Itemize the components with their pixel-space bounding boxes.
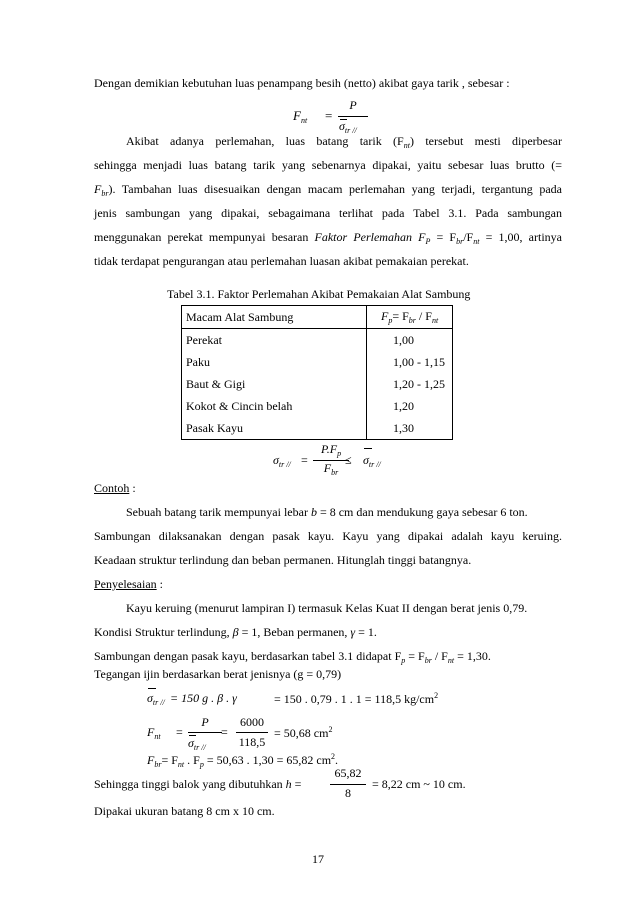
- table-cell-value: 1,00 - 1,15: [367, 351, 453, 373]
- table-cell-name: Baut & Gigi: [182, 373, 367, 395]
- para1-line3: $F_{br}$). Tambahan luas disesuaikan dengan macam perlemahan yang terjadi, tergantung pada: [94, 182, 562, 198]
- table-caption: Tabel 3.1. Faktor Perlemahan Akibat Pemakaian Alat Sambung: [167, 287, 471, 301]
- para1-line1: Akibat adanya perlemahan, luas batang tarik $(F_{nt})$ tersebut mesti diperbesar: [126, 134, 562, 150]
- table-cell-value: 1,30: [367, 417, 453, 440]
- table-row: [182, 395, 453, 417]
- height-line: Sehingga tinggi balok yang dibutuhkan h =: [94, 777, 302, 791]
- eq1-middle: = 150 g . β . γ: [170, 691, 237, 705]
- table-header-row: [182, 306, 453, 329]
- contoh-heading: Contoh :: [94, 481, 136, 495]
- eq2-eq2: =: [221, 725, 228, 739]
- table-3-1: [181, 305, 453, 440]
- table-cell-name: Paku: [182, 351, 367, 373]
- formula2-rhs: $\sigma_{tr //}$: [363, 453, 381, 469]
- height-fraction-bar: [330, 784, 366, 785]
- contoh-line2: Sambungan dilaksanakan dengan pasak kayu. Kayu yang dipakai adalah kayu keruing.: [94, 529, 562, 543]
- table-header-col2: $F_p= F_{br} / F_{nt}$: [367, 306, 453, 329]
- table-row: [182, 373, 453, 395]
- para1-line2: sehingga menjadi luas batang tarik yang sebenarnya dipakai, yaitu sebesar luas brutto (=: [94, 158, 562, 172]
- eq1-rhs: = 150 . 0,79 . 1 . 1 = 118,5 $kg/cm^2$: [274, 691, 439, 706]
- eq2-num1: P: [201, 715, 209, 729]
- penyelesaian-line2: Kondisi Struktur terlindung, β = 1, Beban permanen, γ = 1.: [94, 625, 377, 639]
- penyelesaian-line4: Tegangan ijin berdasarkan berat jenisnya (g = 0,79): [94, 667, 342, 681]
- para1-line6: tidak terdapat pengurangan atau perlemahan luasan akibat pemakaian perekat.: [94, 254, 469, 268]
- final-line: Dipakai ukuran batang 8 cm x 10 cm.: [94, 804, 275, 818]
- formula2-numerator: $P.F_p$: [320, 442, 342, 458]
- table-cell-value: 1,00: [367, 329, 453, 352]
- eq2-fraction-bar2: [236, 732, 268, 733]
- formula2-eq: =: [301, 453, 308, 467]
- eq1-sigma: $\sigma_{tr //}$: [147, 691, 165, 707]
- table-cell-name: Kokot & Cincin belah: [182, 395, 367, 417]
- eq2-eq: =: [176, 725, 183, 739]
- table-row: [182, 351, 453, 373]
- para1-line5: menggunakan perekat mempunyai besaran Faktor Perlemahan $F_P = F_{br}/F_{nt} = 1,00$, artinya: [94, 230, 562, 246]
- formula1-eq: =: [325, 108, 333, 123]
- formula2-rhs-bar: [364, 448, 372, 449]
- contoh-line3: Keadaan struktur terlindung dan beban permanen. Hitunglah tinggi batangnya.: [94, 553, 472, 567]
- intro-line: Dengan demikian kebutuhan luas penampang besih (netto) akibat gaya tarik , sebesar :: [94, 76, 510, 90]
- para1-line4: jenis sambungan yang dipakai, sebagaimana terlihat pada Tabel 3.1. Pada sambungan: [94, 206, 562, 220]
- eq2-rhs: = 50,68 $cm^2$: [274, 725, 333, 740]
- eq2-num2: 6000: [240, 715, 264, 729]
- height-numerator: 65,82: [334, 766, 362, 780]
- eq2-fraction-bar1: [188, 732, 222, 733]
- table-header-col1: Macam Alat Sambung: [182, 306, 367, 329]
- penyelesaian-line3: Sambungan dengan pasak kayu, berdasarkan tabel 3.1 didapat $F_p = F_{br} / F_{nt} = 1,30$.: [94, 649, 491, 665]
- table-cell-name: Pasak Kayu: [182, 417, 367, 440]
- eq2-den1: $\sigma_{tr //}$: [188, 736, 206, 752]
- eq2-den2: 118,5: [238, 735, 266, 749]
- table-row: [182, 417, 453, 440]
- formula1-fraction-bar: [338, 116, 368, 117]
- formula2-denominator: $F_{br}$: [323, 461, 339, 477]
- penyelesaian-heading: Penyelesaian :: [94, 577, 163, 591]
- eq2-lhs: $F_{nt}$: [147, 725, 161, 741]
- table-cell-value: 1,20 - 1,25: [367, 373, 453, 395]
- penyelesaian-line1: Kayu keruing (menurut lampiran I) termasuk Kelas Kuat II dengan berat jenis 0,79.: [126, 601, 528, 615]
- formula1-denominator: $\sigma_{tr //}$: [339, 119, 357, 135]
- eq1-sigma-bar: [148, 688, 156, 689]
- eq3: $F_{br}= F_{nt}$ . $F_p = 50,63$ . 1,30 = 65,82 $cm^2$.: [147, 752, 339, 769]
- formula1-lhs: $F_{nt}$: [293, 108, 308, 125]
- formula1-numerator: P: [349, 98, 357, 112]
- table-cell-value: 1,20: [367, 395, 453, 417]
- table-row: [182, 329, 453, 352]
- table-cell-name: Perekat: [182, 329, 367, 352]
- height-denominator: 8: [345, 786, 351, 800]
- contoh-line1: Sebuah batang tarik mempunyai lebar b = 8 cm dan mendukung gaya sebesar 6 ton.: [126, 505, 528, 519]
- formula2-rel: ≤: [345, 453, 352, 467]
- height-result: = 8,22 cm ~ 10 cm.: [372, 777, 466, 791]
- formula2-lhs: $\sigma_{tr //}$: [273, 453, 291, 469]
- page-number: 17: [312, 852, 324, 866]
